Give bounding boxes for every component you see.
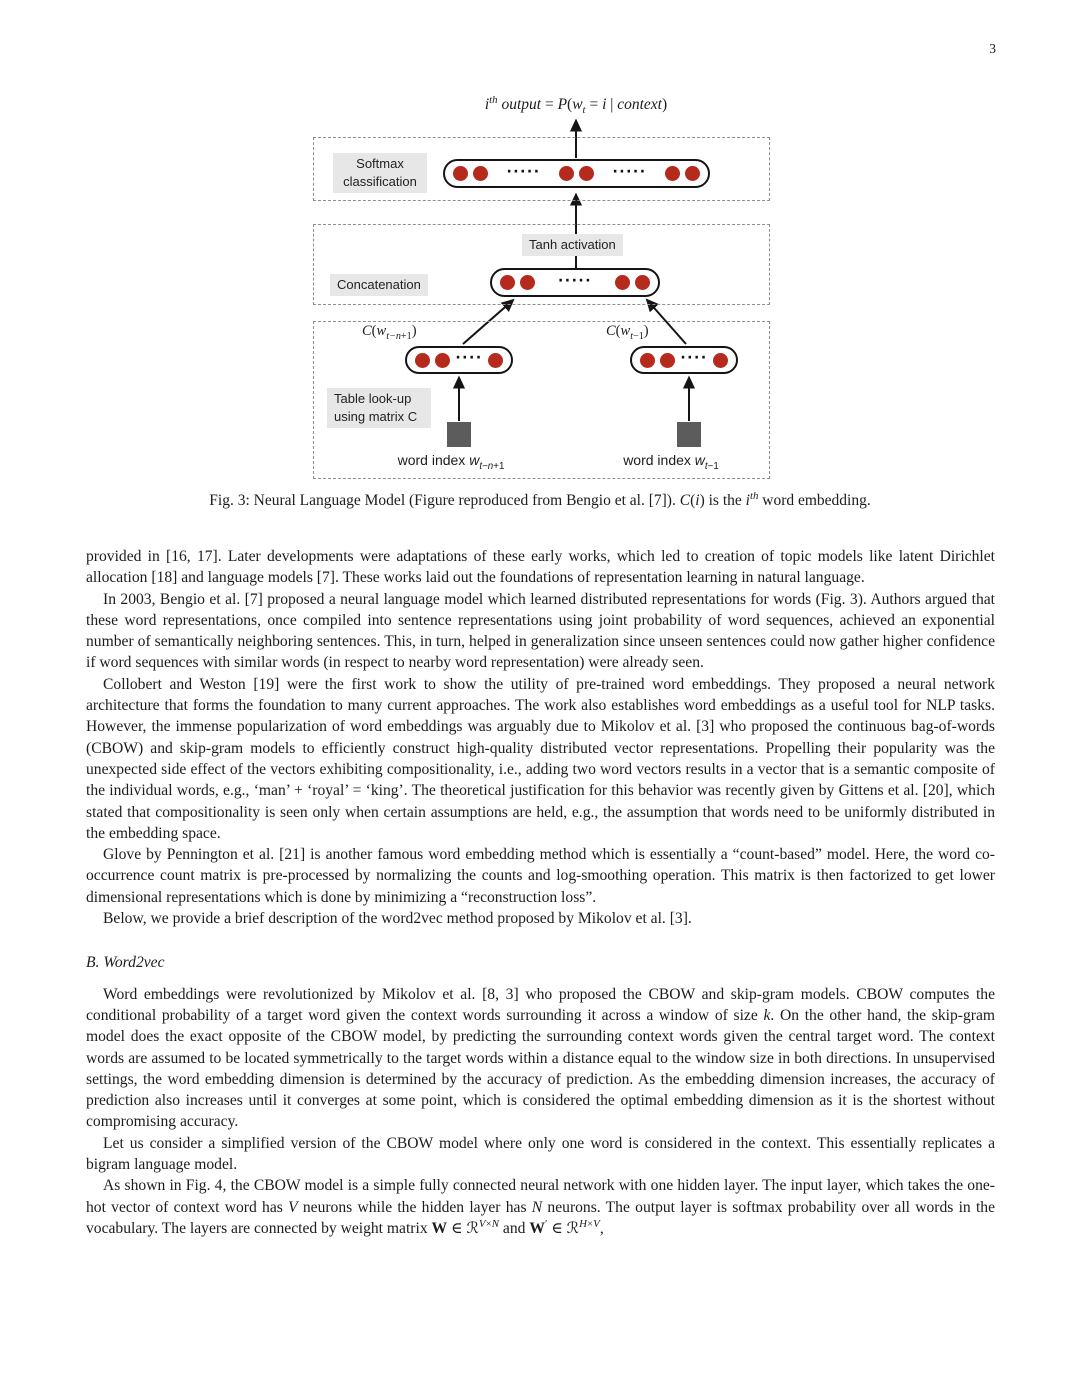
neuron-dot (660, 353, 675, 368)
neuron-dot (520, 275, 535, 290)
word-index-square-right (677, 422, 701, 447)
neuron-pair (415, 353, 450, 368)
ellipsis-dots: ····· (506, 163, 541, 180)
neuron-dot (453, 166, 468, 181)
embedding-neuron-row-right (630, 346, 738, 374)
neuron-dot (488, 353, 503, 368)
output-probability-formula: $i^{th}$ output = $P(w_t = i$ | context) (484, 93, 668, 117)
table-lookup-label: Table look-up using matrix C (327, 388, 431, 428)
neuron-pair (665, 166, 700, 181)
word-index-label-left: word index $w_{t-n+1}$ (397, 452, 505, 472)
paragraph: As shown in Fig. 4, the CBOW model is a simple fully connected neural network with one hidden layer. The input layer, which takes the one-hot vector of context word has V neurons while the hidden layer has N neurons. The output layer is softmax probability over all words in the vocabulary. The layers are connected by weight matrix W ∈ ℛ$^{V\times N}$ and W′ ∈ ℛ$^{H\times V}$, (86, 1177, 996, 1237)
concatenation-label: Concatenation (330, 274, 428, 296)
neuron-dot (665, 166, 680, 181)
paragraph: Collobert and Weston [19] were the first work to show the utility of pre-trained word embeddings. They proposed a neural network architecture that forms the foundation to many current approaches. The work also establishes word embeddings as a useful tool for NLP tasks. However, the immense popularization of word embeddings was arguably due to Mikolov et al. [3] who proposed the continuous bag-of-words (CBOW) and skip-gram models to efficiently construct high-quality distributed vector representations. Propelling their popularity was the unexpected side effect of the vectors exhibiting compositionality, i.e., adding two word vectors results in a vector that is a semantic composite of the individual words, e.g., ‘man’ + ‘royal’ = ‘king’. The theoretical justification for this behavior was recently given by Gittens et al. [20], which stated that compositionality is seen only when certain assumptions are held, e.g., the assumption that words need to be uniformly distributed in the embedding space. (86, 675, 995, 842)
ellipsis-dots: ···· (455, 350, 483, 366)
neuron-pair (453, 166, 488, 181)
softmax-classification-label: Softmax classification (333, 153, 427, 193)
figure-3-neural-language-model (0, 0, 1080, 488)
neuron-pair (640, 353, 675, 368)
embedding-label-right: $C(w_{t-1})$ (606, 323, 649, 342)
neuron-dot (435, 353, 450, 368)
word-index-square-left (447, 422, 471, 447)
paragraph: Let us consider a simplified version of the CBOW model where only one word is considered in the context. This essentially replicates a bigram language model. (86, 1134, 995, 1174)
word-index-label-right: word index $w_{t-1}$ (623, 452, 719, 472)
paragraph: provided in [16, 17]. Later developments were adaptations of these early works, which led to creation of topic models like latent Dirichlet allocation [18] and language models [7]. These works laid out the foundations of representation learning in natural language. (86, 548, 995, 587)
embedding-neuron-row-left (405, 346, 513, 374)
softmax-neuron-row (443, 159, 710, 188)
ellipsis-dots: ···· (680, 350, 708, 366)
paragraph: In 2003, Bengio et al. [7] proposed a neural language model which learned distributed representations for words (Fig. 3). Authors argued that these word representations, once compiled into sentence representations using joint probability of word sequences, achieved an exponential number of semantically neighboring sentences. This, in turn, helped in generalization since unseen sentences could now gather higher confidence if word sequences with similar words (in respect to nearby word representation) were already seen. (86, 590, 995, 672)
page-number: 3 (989, 41, 996, 56)
figure-caption: Fig. 3: Neural Language Model (Figure reproduced from Bengio et al. [7]). C(i) is the $i^{th}$ word embedding. (209, 489, 871, 509)
neuron-dot (635, 275, 650, 290)
subsection-heading-word2vec: B. Word2vec (86, 954, 165, 972)
concatenation-neuron-row (490, 268, 660, 297)
neuron-dot (500, 275, 515, 290)
neuron-pair (559, 166, 594, 181)
paragraph: Glove by Pennington et al. [21] is another famous word embedding method which is essentially a “count-based” model. Here, the word co-occurrence count matrix is pre-processed by normalizing the counts and log-smoothing operation. This matrix is then factorized to get lower dimensional representations which is done by minimizing a “reconstruction loss”. (86, 846, 995, 906)
neuron-dot (559, 166, 574, 181)
neuron-dot (473, 166, 488, 181)
neuron-dot (685, 166, 700, 181)
ellipsis-dots: ····· (612, 163, 647, 180)
neuron-dot (713, 353, 728, 368)
neuron-dot (415, 353, 430, 368)
body-text (86, 546, 995, 1239)
paragraph: Below, we provide a brief description of the word2vec method proposed by Mikolov et al. [3]. (103, 910, 692, 928)
neuron-dot (640, 353, 655, 368)
neuron-dot (579, 166, 594, 181)
ellipsis-dots: ····· (557, 272, 593, 289)
neuron-pair (615, 275, 650, 290)
neuron-pair (500, 275, 535, 290)
neuron-dot (615, 275, 630, 290)
embedding-label-left: $C(w_{t-n+1})$ (362, 323, 417, 342)
paragraph: Word embeddings were revolutionized by Mikolov et al. [8, 3] who proposed the CBOW and skip-gram models. CBOW computes the conditional probability of a target word given the context words surrounding it across a window of size k. On the other hand, the skip-gram model does the exact opposite of the CBOW model, by predicting the surrounding context words given the central target word. The context words are assumed to be located symmetrically to the target words within a distance equal to the window size in both directions. In unsupervised settings, the word embedding dimension is determined by the accuracy of prediction. As the embedding dimension increases, the accuracy of prediction also increases until it converges at some point, which is considered the optimal embedding dimension as it is the shortest without compromising accuracy. (86, 985, 995, 1131)
tanh-activation-label: Tanh activation (522, 234, 623, 256)
